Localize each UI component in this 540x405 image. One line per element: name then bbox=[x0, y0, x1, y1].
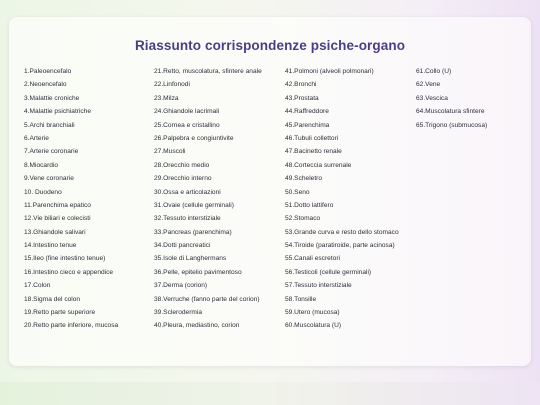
list-item: 59.Utero (mucosa) bbox=[285, 309, 340, 317]
list-item: 45.Parenchima bbox=[285, 121, 330, 129]
list-item: 11.Parenchima epatico bbox=[24, 201, 91, 209]
list-item: 48.Corteccia surrenale bbox=[285, 161, 352, 169]
list-item: 46.Tubuli collettori bbox=[285, 134, 339, 142]
list-item: 26.Palpebra e congiuntivite bbox=[154, 134, 234, 142]
list-item: 37.Derma (corion) bbox=[154, 282, 208, 290]
list-item: 2.Neoencefalo bbox=[24, 81, 67, 89]
list-item: 21.Retto, muscolatura, sfintere anale bbox=[154, 68, 262, 75]
list-item: 28.Orecchio medio bbox=[154, 161, 210, 169]
list-item: 49.Scheletro bbox=[285, 175, 323, 183]
list-item: 25.Cornea e cristallino bbox=[154, 121, 220, 129]
list-item: 64.Muscolatura sfintere bbox=[416, 108, 485, 116]
list-item: 47.Bacinetto renale bbox=[285, 148, 342, 156]
column-4 bbox=[416, 68, 538, 135]
list-item: 9.Vene coronarie bbox=[24, 175, 74, 183]
list-item: 18.Sigma del colon bbox=[24, 295, 81, 303]
list-item: 7.Arterie coronarie bbox=[24, 148, 79, 156]
list-item: 63.Vescica bbox=[416, 94, 448, 102]
list-item: 43.Prostata bbox=[285, 94, 319, 102]
list-item: 14.Intestino tenue bbox=[24, 242, 77, 250]
list-item: 52.Stomaco bbox=[285, 215, 321, 223]
list-item: 5.Archi branchiali bbox=[24, 121, 75, 129]
list-item: 30.Ossa e articolazioni bbox=[154, 188, 221, 196]
list-item: 38.Verruche (fanno parte del corion) bbox=[154, 295, 260, 303]
list-item: 10. Duodeno bbox=[24, 188, 62, 196]
list-item: 44.Raffreddore bbox=[285, 108, 329, 116]
list-item: 17.Colon bbox=[24, 282, 51, 290]
list-item: 36.Pelle, epitelio pavimentoso bbox=[154, 268, 242, 276]
column-2 bbox=[154, 68, 276, 336]
bottom-band bbox=[0, 382, 540, 405]
list-item: 19.Retto parte superiore bbox=[24, 309, 96, 317]
list-item: 23.Milza bbox=[154, 94, 179, 102]
page-title: Riassunto corrispondenze psiche-organo bbox=[134, 38, 406, 53]
list-item: 31.Ovaie (cellule germinali) bbox=[154, 201, 234, 209]
list-item: 8.Miocardio bbox=[24, 161, 59, 169]
list-item: 55.Canali escretori bbox=[285, 255, 340, 263]
list-item: 41.Polmoni (alveoli polmonari) bbox=[285, 68, 374, 75]
list-item: 20.Retto parte inferiore, mucosa bbox=[24, 322, 119, 330]
list-item: 1.Paleoencefalo bbox=[24, 68, 72, 75]
list-item: 6.Arterie bbox=[24, 134, 49, 142]
list-item: 12.Vie biliari e colecisti bbox=[24, 215, 91, 223]
list-item: 65.Trigono (submucosa) bbox=[416, 121, 488, 129]
list-item: 15.Ileo (fine intestino tenue) bbox=[24, 255, 106, 263]
list-item: 33.Pancreas (parenchima) bbox=[154, 228, 232, 236]
list-item: 13.Ghiandole salivari bbox=[24, 228, 86, 236]
list-item: 57.Tessuto interstiziale bbox=[285, 282, 352, 290]
list-item: 24.Ghiandole lacrimali bbox=[154, 108, 220, 116]
correspondence-columns bbox=[24, 68, 526, 358]
list-item: 54.Tiroide (paratiroide, parte acinosa) bbox=[285, 242, 395, 250]
list-item: 40.Pleura, mediastino, corion bbox=[154, 322, 240, 330]
list-item: 29.Orecchio interno bbox=[154, 175, 212, 183]
list-item: 50.Seno bbox=[285, 188, 310, 196]
list-item: 42.Bronchi bbox=[285, 81, 317, 89]
summary-card bbox=[9, 17, 531, 366]
list-item: 56.Testicoli (cellule germinali) bbox=[285, 268, 372, 276]
list-item: 58.Tonsille bbox=[285, 295, 317, 303]
list-item: 39.Sclerodermia bbox=[154, 309, 203, 317]
list-item: 51.Dotto lattifero bbox=[285, 201, 334, 209]
list-item: 3.Malattie croniche bbox=[24, 94, 80, 102]
list-item: 27.Muscoli bbox=[154, 148, 186, 156]
list-item: 34.Dotti pancreatici bbox=[154, 242, 211, 250]
list-item: 62.Vene bbox=[416, 81, 441, 89]
list-item: 60.Muscolatura (U) bbox=[285, 322, 342, 330]
list-item: 32.Tessuto interstiziale bbox=[154, 215, 221, 223]
list-item: 22.Linfonodi bbox=[154, 81, 190, 89]
list-item: 61.Collo (U) bbox=[416, 68, 452, 75]
list-item: 53.Grande curva e resto dello stomaco bbox=[285, 228, 399, 236]
column-3 bbox=[285, 68, 407, 336]
list-item: 16.Intestino cieco e appendice bbox=[24, 268, 114, 276]
column-1 bbox=[24, 68, 146, 336]
list-item: 4.Malattie psichiatriche bbox=[24, 108, 92, 116]
list-item: 35.Isole di Langhermans bbox=[154, 255, 227, 263]
